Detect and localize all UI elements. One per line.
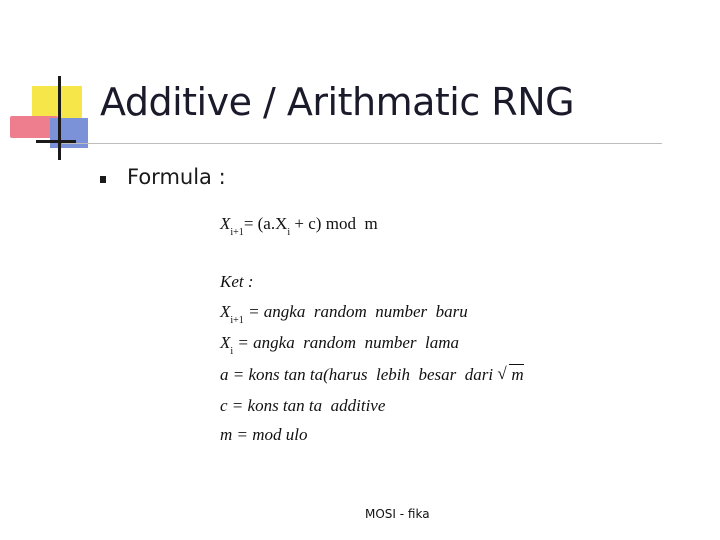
sqrt-value: m [511, 365, 524, 384]
definition-text: = angka random number baru [243, 302, 468, 321]
definition-text: = kons tan ta additive [227, 396, 386, 415]
definition-row [220, 302, 468, 326]
radical-sign-icon: √ [497, 364, 507, 383]
definition-row [220, 365, 524, 385]
bullet-text: Formula : [127, 165, 226, 189]
definition-var: X [220, 302, 231, 321]
formula-rhs: = (a.X [243, 214, 288, 233]
definition-row [220, 425, 308, 445]
formula-lhs-sub: i+1 [230, 227, 244, 238]
sqrt-symbol [497, 365, 523, 385]
slide-footer: MOSI - fika [365, 507, 430, 521]
formula-rhs-tail: + c) mod m [290, 214, 378, 233]
square-bullet-icon [100, 176, 106, 183]
definition-var: a [220, 365, 229, 384]
definition-text: = angka random number lama [233, 333, 460, 352]
definition-sub: i [230, 346, 234, 357]
definition-sub: i+1 [230, 315, 244, 326]
definition-var: c [220, 396, 228, 415]
title-underline [62, 143, 662, 144]
formula-rhs-sub: i [287, 227, 291, 238]
slide-title: Additive / Arithmatic RNG [100, 80, 575, 124]
definition-var: X [220, 333, 231, 352]
logo-vertical-line [58, 76, 61, 160]
definition-var: m [220, 425, 233, 444]
formula-lhs-var: X [220, 214, 231, 233]
ket-label-text: Ket : [220, 272, 254, 291]
definition-text: = kons tan ta(harus lebih besar dari [228, 365, 498, 384]
ket-label [220, 272, 254, 292]
definition-row [220, 333, 459, 357]
definition-text: = mod ulo [232, 425, 308, 444]
definition-row [220, 396, 385, 416]
main-formula [220, 214, 378, 238]
